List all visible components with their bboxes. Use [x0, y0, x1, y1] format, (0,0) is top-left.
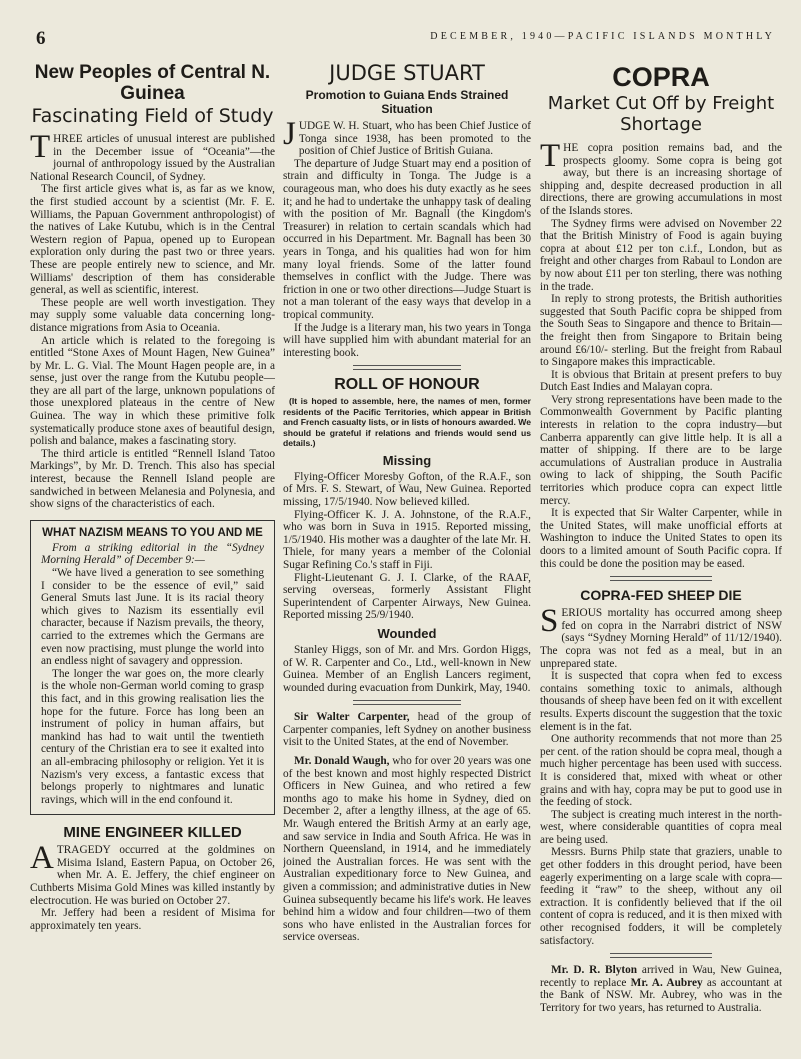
paragraph: The Sydney firms were advised on November 22 that the British Ministry of Food is again buying copra at about £12 per ton c.i.f., London, but as freight and other charges from Rabaul to London are by now about £11 per ton sterling, there was nothing in the trade.: [540, 217, 782, 293]
drop-cap: A: [30, 840, 54, 877]
paragraph: In reply to strong protests, the British authorities suggested that South Pacific copra be shipped from the South Seas to Singapore and thence to Britain—the freight then from Singapore to Britain being around £6/10/- sterling. But the freight from Rabaul to Singapore makes this impracticable.: [540, 293, 782, 369]
section-divider: [353, 365, 461, 370]
paragraph: Stanley Higgs, son of Mr. and Mrs. Gordon Higgs, of W. R. Carpenter and Co., Ltd., well-known in New Guinea. Member of an English Lancers regiment, wounded during evacuation from Dunkirk, May, 1940.: [283, 643, 531, 694]
subheading-wounded: Wounded: [377, 625, 437, 641]
running-header: [36, 28, 775, 52]
column-left: [30, 62, 275, 932]
paragraph: It is obvious that Britain at present prefers to buy Dutch East Indies and Malayan copra.: [540, 368, 782, 394]
paragraph-waugh: Mr. Donald Waugh, who for over 20 years was one of the best known and most highly respected District Officers in New Guinea, and who retired a few months ago to make his home in Sydney, died on December 2, after a lengthy illness, at the age of 65. Mr. Waugh entered the British Army at an early age, and saw service in India and South Africa. He was in Northern Queensland, in 1914, and he immediately joined the Australian forces. He was sent with the Australian expeditionary force to New Guinea, and given a commission; and administrative duties in New Guinea subsequently became his life's work. He leaves behind him a widow and four children—two of them sons who have enlisted in the Australian forces for service overseas.: [283, 755, 531, 944]
box-intro: From a striking editorial in the “Sydney Morning Herald” of December 9:—: [41, 541, 264, 567]
paragraph: THE copra position remains bad, and the prospects gloomy. Some copra is being got away, but there is an increasing shortage of shipping and, despite decreased production in all directions, there are growing accumulations in most of the Islands stores.: [540, 138, 782, 217]
drop-cap: S: [540, 603, 559, 640]
article-subtitle-judge-stuart: Promotion to Guiana Ends Strained Situation: [305, 88, 509, 116]
article-title-judge-stuart: JUDGE STUART: [329, 62, 485, 85]
publication-line: DECEMBER, 1940—PACIFIC ISLANDS MONTHLY: [430, 31, 775, 42]
drop-cap: T: [540, 138, 561, 174]
paragraph: These people are well worth investigation. They may supply some valuable data concerning long-distance migrations from Asia to Oceania.: [30, 296, 275, 334]
section-title-roll-of-honour: ROLL OF HONOUR: [334, 376, 480, 394]
paragraph: The third article is entitled “Rennell Island Tatoo Markings”, by Mr. D. Trench. This also has special interest, because the Rennell Island people are sandwiched in between Melanesia and Polynesia, and show signs of the characteristics of each.: [30, 447, 275, 511]
section-divider: [353, 700, 461, 705]
article-title-mine-engineer: MINE ENGINEER KILLED: [63, 824, 242, 842]
paragraph: Flying-Officer Moresby Gofton, of the R.A.F., son of Mrs. F. S. Stewart, of Wau, New Guinea. Reported missing, 17/5/1940. Now believed killed.: [283, 470, 531, 508]
paragraph-blyton: Mr. D. R. Blyton arrived in Wau, New Guinea, recently to replace Mr. A. Aubrey as accountant at the Bank of NSW. Mr. Aubrey, who was in the Territory for two years, has returned to Australia.: [540, 964, 782, 1014]
paragraph: The subject is creating much interest in the north-west, where considerable quantities of copra meal are being used.: [540, 808, 782, 846]
article-title-new-peoples: New Peoples of Central N. Guinea: [34, 62, 271, 104]
paragraph: It is expected that Sir Walter Carpenter, while in the United States, will make unofficial efforts at Washington to induce the United States to open its doors to a limited amount of South Pacific copra. If this could be done the position may be eased.: [540, 507, 782, 570]
paragraph: The departure of Judge Stuart may end a position of strain and difficulty in Tonga. The Judge is a courageous man, who does his duty exactly as he sees it; and he had to undertake the unhappy task of dealing with the position of Mr. Bagnall (the Kingdom's Treasurer) in relation to certain scandals which had occurred in his Department. Mr. Bagnall has been 30 years in Tonga, and his qualities had won for him many loyal friends. Some of the latter found themselves in conflict with the Judge. There was friction in one or two other directions—Judge Stuart is not a man tolerant of the easy ways that develop in a tropical community.: [283, 157, 531, 321]
nazism-editorial-box: [30, 520, 275, 815]
paragraph: The first article gives what is, as far as we know, the first studied account by a scientist (Mr. F. E. Williams, the Papuan Government anthropologist) of the natives of Lake Kutubu, which is in the Central Western region of Papua, opened up to European exploration only during the past two or three years. These are people entirely new to science, and Mr. Williams' description of them has considerable general, as well as scientific, interest.: [30, 183, 275, 297]
paragraph: An article which is related to the foregoing is entitled “Stone Axes of Mount Hagen, New Guinea” by Mr. L. G. Vial. The Mount Hagen people are, in a sense, just over the range from the Kutubu people—they are all part of the large, unknown populations of those unexplored plateaus in the centre of New Guinea. The way in which these primitive folk systematically produce stone axes of beautiful design, polish and balance, makes a fascinating story.: [30, 334, 275, 448]
paragraph: Flying-Officer K. J. A. Johnstone, of the R.A.F., who was born in Suva in 1915. Reported missing, 1/5/1940. His mother was a daughter of the late Mr. H. Thiele, for many years a member of the Colonial Sugar Refining Co.'s staff in Fiji.: [283, 508, 531, 571]
paragraph: Very strong representations have been made to the Commonwealth Government by Pacific planting interests in relation to the copra industry—but Canberra apparently can give little help. It is all a matter of shipping. If there are to be large accumulations of Australian produce in Australia owing to lack of shipping, the South Pacific territories which produce copra can expect little mercy.: [540, 393, 782, 507]
article-title-sheep: COPRA-FED SHEEP DIE: [580, 587, 742, 604]
article-title-copra: COPRA: [612, 62, 710, 92]
paragraph: Flight-Lieutenant G. J. I. Clarke, of the RAAF, serving overseas, formerly Assistant Flight Superintendent of Carpenter Airways, New Guinea. Reported missing 25/9/1940.: [283, 571, 531, 622]
box-title: WHAT NAZISM MEANS TO YOU AND ME: [42, 526, 263, 539]
column-right: [540, 62, 782, 1015]
paragraph: The longer the war goes on, the more clearly is the whole non-German world coming to grasp this fact, and in this growing realisation lies the hope for the future. Force has long been an instrument of policy in human affairs, but mankind has had to wait until the twentieth century of the Christian era to see it exalted into an all-embracing philosophy or religion. Yet it is Nazism's very excess, a fantastic excess that belongs properly to nightmares and lunatic ravings, which will in the end confound it.: [41, 667, 264, 806]
paragraph: “We have lived a generation to see something I consider to be the essence of evil,” said General Smuts last June. It is its racial theory which gives to Nazism its essentially evil character, because if Nazism prevails, the theory, carried to the extremes which the Germans are even now practising, must plunge the world into an endless night of savagery and oppression.: [41, 567, 264, 668]
paragraph: It is suspected that copra when fed to excess contains something toxic to animals, although thousands of sheep have been fed on it with excellent results. Experts discount the suggestion that the toxic element is in the fat.: [540, 670, 782, 733]
article-subtitle-copra: Market Cut Off by Freight Shortage: [547, 93, 775, 135]
paragraph: JUDGE W. H. Stuart, who has been Chief Justice of Tonga since 1938, has been promoted to the position of Chief Justice of British Guiana.: [283, 116, 531, 158]
section-divider: [610, 576, 712, 581]
section-divider: [610, 953, 712, 958]
paragraph: ATRAGEDY occurred at the goldmines on Misima Island, Eastern Papua, on October 26, when Mr. A. E. Jeffery, the chief engineer on Cuthberts Misima Gold Mines was killed instantly by electrocution. He was buried on October 27.: [30, 840, 275, 907]
page-number: 6: [36, 28, 46, 49]
drop-cap: T: [30, 129, 51, 165]
paragraph: Mr. Jeffery had been a resident of Misima for approximately ten years.: [30, 907, 275, 932]
subheading-missing: Missing: [382, 452, 432, 468]
paragraph: THREE articles of unusual interest are published in the December issue of “Oceania”—the journal of anthropology issued by the Australian National Research Council, of Sydney.: [30, 129, 275, 183]
column-middle: [283, 62, 531, 944]
paragraph: Messrs. Burns Philp state that graziers, unable to get other fodders in this drought period, have been eagerly experimenting on a large scale with copra—feeding it “raw” to the sheep, without any oil extraction. It is confidently believed that if the oil content of copra is reduced, and it is then mixed with other recognised fodders, it will be completely satisfactory.: [540, 846, 782, 947]
paragraph: SERIOUS mortality has occurred among sheep fed on copra in the Narrabri district of NSW (says “Sydney Morning Herald” of 11/12/1940). The copra was not fed as a meal, but in an unprepared state.: [540, 603, 782, 670]
paragraph-carpenter: Sir Walter Carpenter, head of the group of Carpenter companies, left Sydney on another business visit to the United States, at the end of November.: [283, 711, 531, 749]
drop-cap: J: [283, 116, 296, 152]
paragraph: If the Judge is a literary man, his two years in Tonga will have supplied him with abundant material for an interesting book.: [283, 321, 531, 359]
roll-of-honour-note: (It is hoped to assemble, here, the names of men, former residents of the Pacific Territories, which appear in British and French casualty lists, or in lists of honours awarded. We should be grateful if relations and friends would send us details.): [283, 396, 531, 449]
article-subtitle-new-peoples: Fascinating Field of Study: [31, 105, 274, 127]
paragraph: One authority recommends that not more than 25 per cent. of the ration should be copra meal, though a much higher percentage has been used with success. It is considered that, mixed with wheat or other grains and with hay, copra may be put to good use in the feeding of stock.: [540, 733, 782, 809]
